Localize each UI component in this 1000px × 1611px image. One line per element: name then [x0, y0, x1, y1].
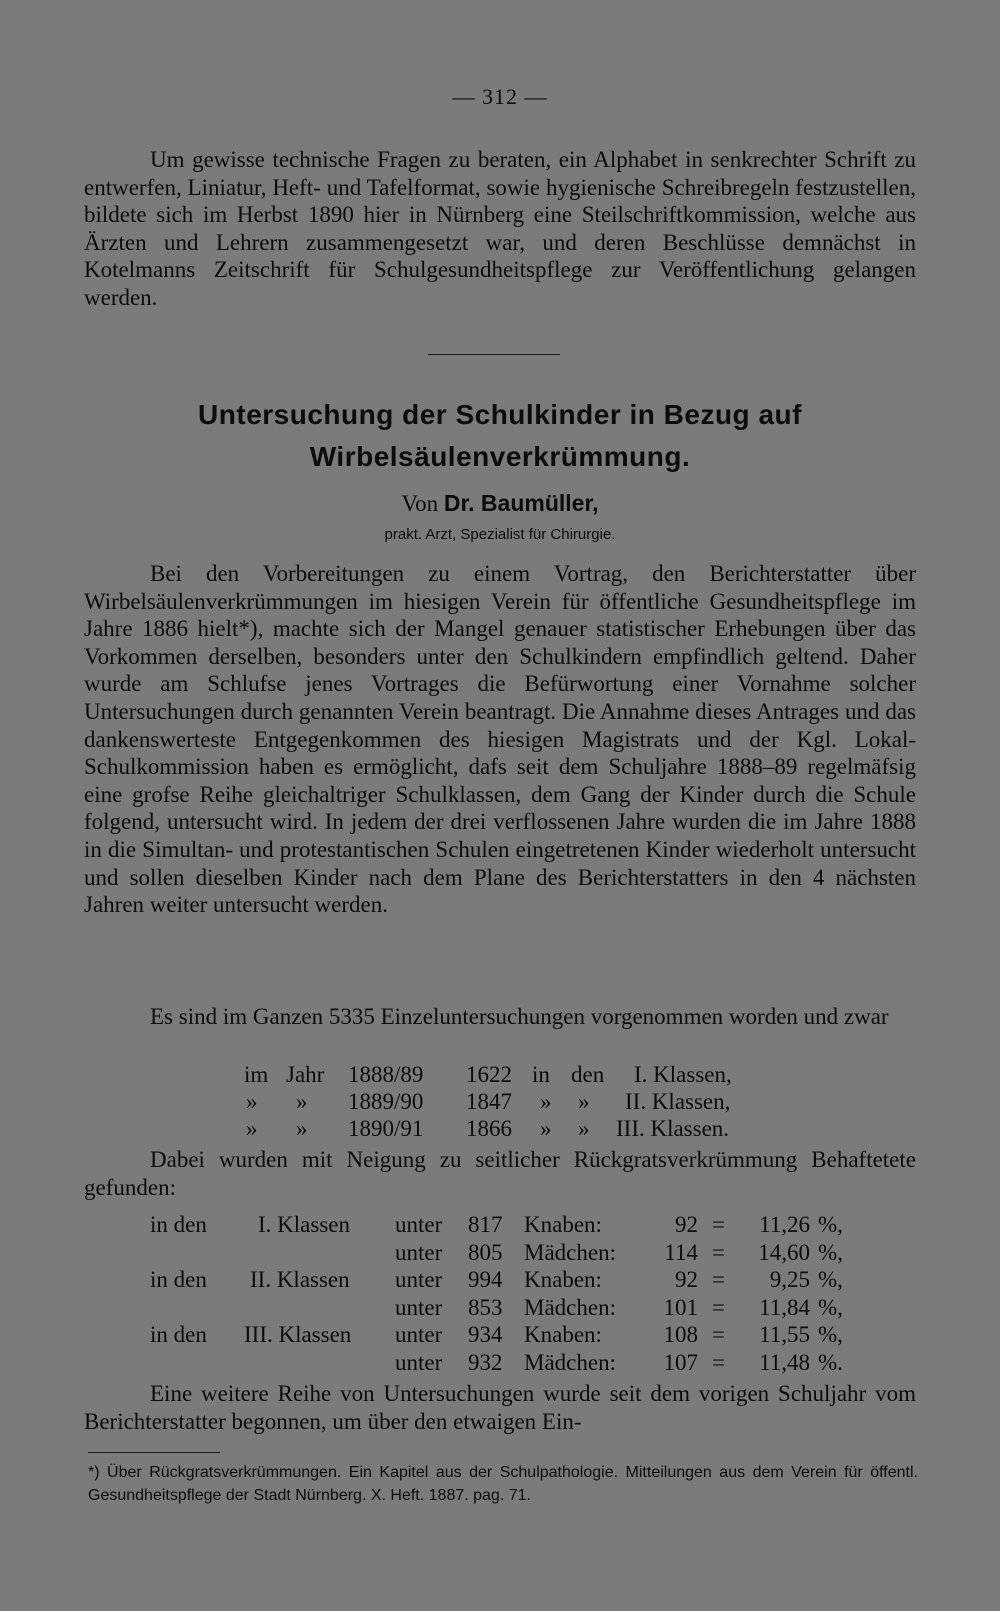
- footnote-divider: [88, 1452, 220, 1453]
- document-page: — 312 — Um gewisse technische Fragen zu beraten, ein Alphabet in senkrechter Schrift zu entwerfen, Liniatur, Heft- und Tafelformat, sowie hygienische Schreibregeln festzustellen, bildete sich im Herbst 1890 hier in Nürnberg eine Steilschriftkommission, welche aus Ärzten und Lehrern zusammengesetzt war, und deren Beschlüsse demnächst in Kotelmanns Zeitschrift für Schulgesundheitspflege zur Veröffentlichung gelangen werden. Untersuchung der Schulkinder in Bezug auf Wirbelsäulenverkrümmung. Von Dr. Baumüller, prakt. Arzt, Spezialist für Chirurgie. Bei den Vorbereitungen zu einem Vortrag, den Berichterstatter über Wirbelsäulenverkrümmungen im hiesigen Verein für öffentliche Gesundheitspflege im Jahre 1886 hielt*), machte sich der Mangel genauer statistischer Erhebungen über das Vorkommen derselben, besonders unter den Schulkindern empfindlich geltend. Daher wurde am Schlufse jenes Vortrages die Befürwortung einer Vornahme solcher Untersuchungen durch genannten Verein beantragt. Die Annahme dieses Antrages und das dankenswerteste Entgegenkommen des hiesigen Magistrats und der Kgl. Lokal-Schulkommission haben es ermöglicht, dafs seit dem Schuljahre 1888–89 regelmäfsig eine grofse Reihe gleichaltriger Schulklassen, dem Gang der Kinder durch die Schule folgend, untersucht wird. In jedem der drei verflossenen Jahre wurden die im Jahre 1888 in die Simultan- und protestantischen Schulen eingetretenen Kinder wiederholt untersucht und sollen dieselben Kinder nach dem Plane des Berichterstatters in den 4 nächsten Jahren weiter untersucht werden. Es sind im Ganzen 5335 Einzeluntersuchungen vorgenommen worden und zwar im Jahr 1888/89 1622 in den I. Klassen, » » 1889/90 1847 » » II. Klassen, » » 1890/91 1866 » » III. Klassen. Dabei wurden mit Neigung zu seitlicher Rückgratsverkrümmung Behaftetete gefunden: in den I. Klassen unter 817 Knaben: 92 = 11,26 %, unter 805 Mädchen: 114 = 14,60 %, in den II. Klassen unter 994 Knaben: 92 = 9,25 %, unter 853 Mädchen: 101 = 11,84 %, in den III. Klassen unter 934 Knaben: 108 = 11,55 %, unter 932 Mädchen: 107 = 11,48 %. Eine weitere Reihe von Untersuchungen wurde seit dem vorigen Schuljahr vom Berichterstatter begonnen, um über den etwaigen Ein- *) Über Rückgratsverkrümmungen. Ein Kapitel aus der Schulpathologie. Mitteilungen aus dem Verein für öffentl. Gesundheitspflege der Stadt Nürnberg. X. Heft. 1887. pag. 71.: [0, 0, 1000, 1611]
- results-table: [150, 1212, 890, 1378]
- article-body-paragraph-4: Eine weitere Reihe von Untersuchungen wurde seit dem vorigen Schuljahr vom Berichterstatter begonnen, um über den etwaigen Ein-: [84, 1381, 916, 1434]
- article-title-line2: Wirbelsäulenverkrümmung.: [309, 441, 691, 472]
- table-row: in den III. Klassen unter 934 Knaben: 108 = 11,55 %,: [150, 1322, 843, 1348]
- table-row: in den I. Klassen unter 817 Knaben: 92 = 11,26 %,: [150, 1212, 843, 1237]
- article-body-paragraph-2: Es sind im Ganzen 5335 Einzeluntersuchungen vorgenommen worden und zwar: [150, 1004, 889, 1029]
- author-name: Dr. Baumüller,: [443, 490, 599, 516]
- intro-paragraph: Um gewisse technische Fragen zu beraten, ein Alphabet in senkrechter Schrift zu entwerfen, Liniatur, Heft- und Tafelformat, sowie hygienische Schreibregeln festzustellen, bildete sich im Herbst 1890 hier in Nürnberg eine Steilschriftkommission, welche aus Ärzten und Lehrern zusammengesetzt war, und deren Beschlüsse demnächst in Kotelmanns Zeitschrift für Schulgesundheitspflege zur Veröffentlichung gelangen werden.: [84, 147, 916, 310]
- byline-prefix: Von: [401, 491, 439, 516]
- article-title-line1: Untersuchung der Schulkinder in Bezug auf: [198, 399, 802, 430]
- footnote: *) Über Rückgratsverkrümmungen. Ein Kapitel aus der Schulpathologie. Mitteilungen aus dem Verein für öffentl. Gesundheitspflege der Stadt Nürnberg. X. Heft. 1887. pag. 71.: [88, 1464, 918, 1504]
- author-affiliation: prakt. Arzt, Spezialist für Chirurgie.: [384, 526, 616, 543]
- table-row: in den II. Klassen unter 994 Knaben: 92 = 9,25 %,: [150, 1267, 843, 1293]
- table-row: unter 805 Mädchen: 114 = 14,60 %,: [395, 1239, 843, 1265]
- article-body-paragraph-1: Bei den Vorbereitungen zu einem Vortrag, den Berichterstatter über Wirbelsäulenverkrümmungen im hiesigen Verein für öffentliche Gesundheitspflege im Jahre 1886 hielt*), machte sich der Mangel genauer statistischer Erhebungen über das Vorkommen derselben, besonders unter den Schulkindern empfindlich geltend. Daher wurde am Schlufse jenes Vortrages die Befürwortung einer Vornahme solcher Untersuchungen durch genannten Verein beantragt. Die Annahme dieses Antrages und das dankenswerteste Entgegenkommen des hiesigen Magistrats und der Kgl. Lokal-Schulkommission haben es ermöglicht, dafs seit dem Schuljahre 1888–89 regelmäfsig eine grofse Reihe gleichaltriger Schulklassen, dem Gang der Kinder durch die Schule folgend, untersucht wird. In jedem der drei verflossenen Jahre wurden die im Jahre 1888 in die Simultan- und protestantischen Schulen eingetretenen Kinder wiederholt untersucht und sollen dieselben Kinder nach dem Plane des Berichterstatters in den 4 nächsten Jahren weiter untersucht werden.: [84, 561, 916, 918]
- table-row: unter 932 Mädchen: 107 = 11,48 %.: [395, 1349, 843, 1375]
- table-row: unter 853 Mädchen: 101 = 11,84 %,: [395, 1294, 843, 1320]
- page-number: — 312 —: [452, 84, 548, 109]
- byline: [0, 490, 1000, 517]
- article-body-paragraph-3: Dabei wurden mit Neigung zu seitlicher Rückgratsverkrümmung Behaftetete gefunden:: [84, 1147, 916, 1200]
- section-divider: [428, 354, 560, 355]
